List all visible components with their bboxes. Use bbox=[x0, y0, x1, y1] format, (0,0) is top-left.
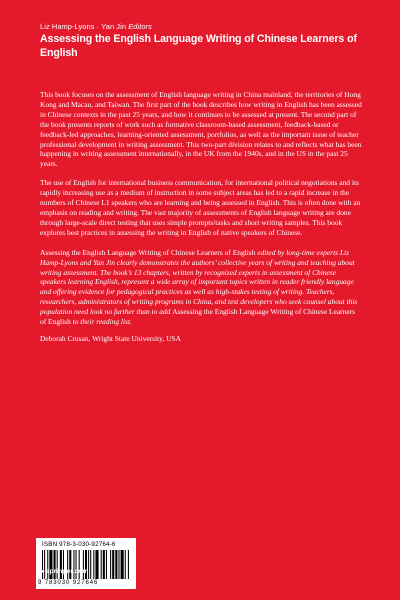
publisher-link[interactable] bbox=[40, 568, 88, 575]
review-book-title-2: Assessing the English Language Writing of Chinese Learners of English bbox=[40, 307, 355, 327]
barcode-bar bbox=[103, 550, 105, 579]
barcode-bar bbox=[128, 550, 129, 579]
barcode-bar bbox=[95, 550, 98, 579]
barcode-bar bbox=[115, 550, 117, 579]
review-book-title-1: Assessing the English Language Writing of Chinese Learners of English bbox=[40, 247, 256, 257]
editors-names: Liz Hamp-Lyons · Yan Jin bbox=[40, 22, 127, 31]
barcode-bar bbox=[106, 550, 107, 579]
blurb-paragraph-2: The use of English for international business communication, for international political negotiations and its rapidly increasing use as a medium of instruction in some subject areas has led to a rapid increase in the numbers of Chinese L1 speakers who are learning and being assessed in English. This is often done with an emphasis on reading and writing. The vast majority of assessments of English language writing are done through large-scale direct testing that uses simple prompts/tasks and short writing samples. This book explores best practices in assessing the writing in English of native speakers of Chinese. bbox=[40, 178, 361, 237]
barcode-bar bbox=[101, 550, 102, 579]
review-text-2: to their reading list. bbox=[70, 317, 132, 327]
editors-line bbox=[40, 22, 152, 31]
publisher-url: springer.com bbox=[45, 568, 89, 575]
barcode-bar bbox=[112, 550, 114, 579]
blurb-paragraph-1: This book focuses on the assessment of English language writing in China mainland, the territories of Hong Kong and Macau, and Taiwan. The first part of the book describes how writing in English has been assessed in Chinese contexts in the past 25 years, and how it continues to be assessed at present. The second part of the book presents reports of work such as formative classroom-based assessment, feedback-based or feedback-led approaches, learning-oriented assessment, portfolios, as well as the important issue of teacher professional development in writing assessment. This two-part division relates to and reflects what has been happening in writing assessment internationally, in the UK from the 1940s, and in the US in the past 25 years. bbox=[40, 90, 362, 169]
arrow-right-icon: ▶ bbox=[40, 569, 45, 575]
barcode-bar bbox=[118, 550, 119, 579]
barcode-bar bbox=[110, 550, 111, 579]
review-text-1: edited by long-time experts Liz Hamp-Lyons and Yan Jin clearly demonstrates the authors’ collective years of writing and teaching about writing assessment. The book’s 13 chapters, written by recognized experts in assessment of Chinese speakers learning English, represent a wide array of important topics written in reader friendly language and offering evidence for pedagogical practices as well as high-stakes testing of writing. Teachers, researchers, administrators of writing programs in China, and test developers who seek counsel about this population need look no further than to add bbox=[40, 247, 358, 317]
barcode-bar bbox=[121, 550, 124, 579]
isbn-barcode-box bbox=[36, 538, 136, 589]
review-quote bbox=[40, 248, 363, 327]
blurb-body bbox=[40, 90, 363, 344]
barcode-bar bbox=[90, 550, 91, 579]
barcode-bar bbox=[93, 550, 94, 579]
editors-role: Editors bbox=[128, 22, 152, 31]
book-title: Assessing the English Language Writing of Chinese Learners of English bbox=[40, 33, 357, 59]
barcode-bar bbox=[125, 550, 126, 579]
isbn-number: ISBN 978-3-030-92764-6 bbox=[42, 541, 116, 548]
barcode-digits: 9 783030 927646 bbox=[38, 580, 99, 586]
review-attribution: Deborah Crusan, Wright State University, USA bbox=[40, 333, 181, 343]
